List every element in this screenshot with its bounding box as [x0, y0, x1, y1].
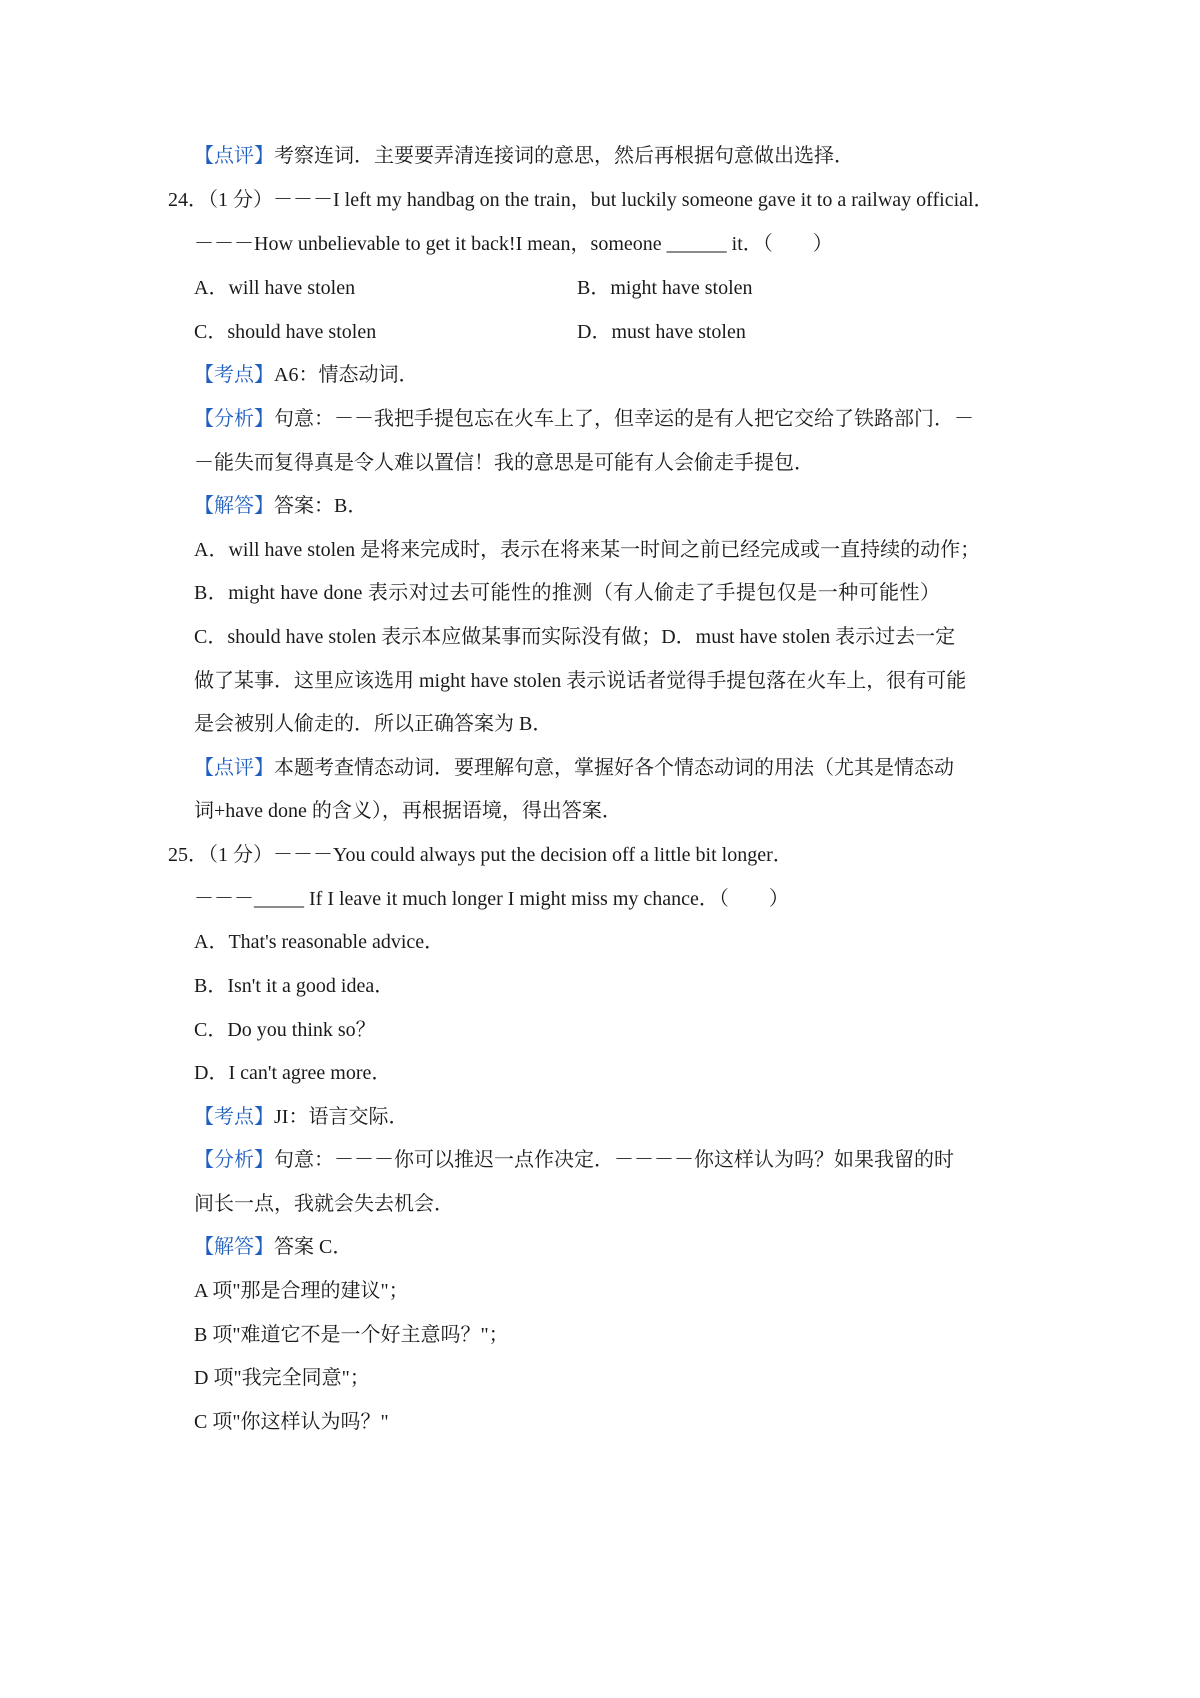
analysis-text: 句意：－－我把手提包忘在火车上了，但幸运的是有人把它交给了铁路部门．－ [274, 408, 974, 430]
top-comment [194, 143, 854, 169]
comment-tag: 【点评】 [194, 145, 274, 167]
q25-option-b: B．Isn't it a good idea． [194, 975, 395, 997]
q24-analysis-line2: －能失而复得真是令人难以置信！我的意思是可能有人会偷走手提包． [194, 452, 814, 474]
q25-item-d: D 项"我完全同意"； [194, 1367, 370, 1389]
answer-tag: 【解答】 [194, 495, 274, 517]
comment-text: 考察连词．主要要弄清连接词的意思，然后再根据句意做出选择． [274, 145, 854, 167]
q24-knowledge [194, 362, 418, 388]
q24-explain-line2: B．might have done 表示对过去可能性的推测（有人偷走了手提包仅是一种可能性） [194, 582, 940, 604]
q24-analysis-line1 [194, 406, 974, 432]
q25-option-a: A．That's reasonable advice． [194, 931, 445, 953]
q25-answer [194, 1234, 352, 1260]
analysis-text: 句意：－－－你可以推迟一点作决定．－－－－你这样认为吗？如果我留的时 [274, 1149, 954, 1171]
answer-text: 答案：B． [274, 495, 368, 517]
q24-comment-line1 [194, 755, 954, 781]
q24-option-c: C．should have stolen [194, 321, 377, 343]
q25-stem-line2: －－－_____ If I leave it much longer I might miss my chance．（ ） [194, 888, 789, 910]
q24-stem-line1: 24．（1 分）－－－I left my handbag on the train，but luckily someone gave it to a railway official． [168, 189, 994, 211]
analysis-tag: 【分析】 [194, 408, 274, 430]
knowledge-tag: 【考点】 [194, 1106, 274, 1128]
q24-explain-line3: C．should have stolen 表示本应做某事而实际没有做；D．must have stolen 表示过去一定 [194, 626, 956, 648]
q24-option-a: A．will have stolen [194, 277, 356, 299]
knowledge-text: JI：语言交际． [274, 1106, 409, 1128]
q24-option-d: D．must have stolen [577, 321, 746, 343]
q25-analysis-line1 [194, 1147, 954, 1173]
q25-stem-line1: 25．（1 分）－－－You could always put the decision off a little bit longer． [168, 844, 793, 866]
q24-comment-line2: 词+have done 的含义），再根据语境，得出答案． [194, 800, 622, 822]
q24-explain-line4: 做了某事．这里应该选用 might have stolen 表示说话者觉得手提包落在火车上，很有可能 [194, 670, 967, 692]
comment-tag: 【点评】 [194, 757, 274, 779]
q24-explain-line1: A．will have stolen 是将来完成时，表示在将来某一时间之前已经完成或一直持续的动作； [194, 539, 981, 561]
analysis-tag: 【分析】 [194, 1149, 274, 1171]
q25-option-d: D．I can't agree more． [194, 1062, 392, 1084]
answer-text: 答案 C． [274, 1236, 353, 1258]
answer-tag: 【解答】 [194, 1236, 274, 1258]
q25-option-c: C．Do you think so？ [194, 1019, 376, 1041]
q24-answer [194, 493, 367, 519]
q25-knowledge [194, 1104, 408, 1130]
q24-explain-line5: 是会被别人偷走的．所以正确答案为 B． [194, 713, 553, 735]
q24-option-b: B．might have stolen [577, 277, 753, 299]
q25-item-a: A 项"那是合理的建议"； [194, 1280, 409, 1302]
q24-stem-line2: －－－How unbelievable to get it back!I mean，someone ______ it．（ ） [194, 233, 833, 255]
q25-item-c: C 项"你这样认为吗？" [194, 1411, 389, 1433]
knowledge-text: A6：情态动词． [274, 364, 419, 386]
comment-text: 本题考查情态动词．要理解句意，掌握好各个情态动词的用法（尤其是情态动 [274, 757, 954, 779]
q25-item-b: B 项"难道它不是一个好主意吗？"； [194, 1324, 509, 1346]
q25-analysis-line2: 间长一点，我就会失去机会． [194, 1193, 454, 1215]
knowledge-tag: 【考点】 [194, 364, 274, 386]
